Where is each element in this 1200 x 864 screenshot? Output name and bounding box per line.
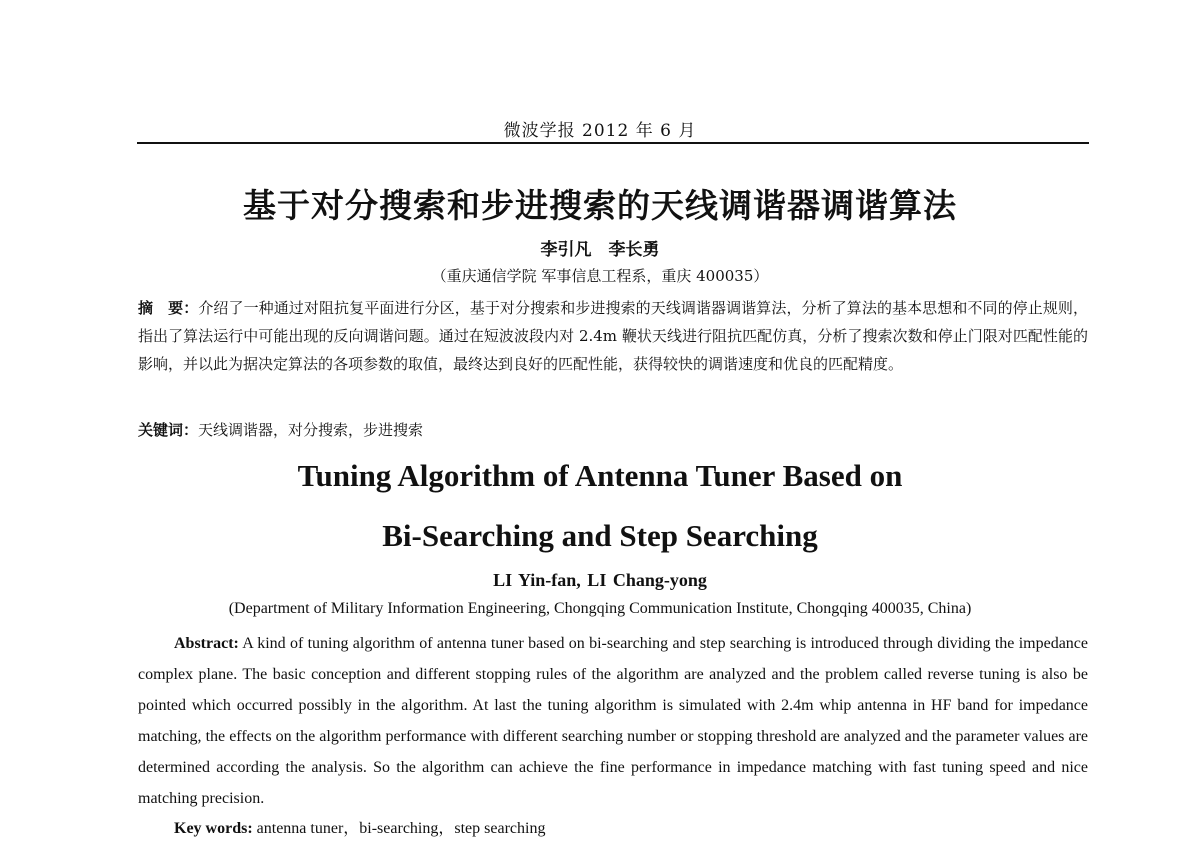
english-keywords	[174, 815, 1088, 838]
journal-header: 微波学报 2012 年 6 月	[503, 121, 697, 141]
chinese-abstract-text: 介绍了一种通过对阻抗复平面进行分区，基于对分搜索和步进搜索的天线调谐器调谐算法，分析了算法的基本思想和不同的停止规则，指出了算法运行中可能出现的反向调谐问题。通过在短波波段内对 2.4m 鞭状天线进行阻抗匹配仿真，分析了搜索次数和停止门限对匹配性能的影响，并以此为据决定算法的各项参数的取值，最终达到良好的匹配性能，获得较快的调谐速度和优良的匹配精度。	[138, 299, 1088, 373]
chinese-keywords	[138, 418, 1088, 442]
english-keywords-label: Key words:	[174, 820, 253, 837]
english-abstract	[138, 628, 1088, 814]
chinese-affiliation: （重庆通信学院 军事信息工程系，重庆 400035）	[431, 267, 769, 285]
english-abstract-text: A kind of tuning algorithm of antenna tuner based on bi-searching and step searching is introduced through dividing the impedance complex plane. The basic conception and different stopping rules of the algorithm are analyzed and the problem called reverse tuning is also be pointed which occurred possibly in the algorithm. At last the tuning algorithm is simulated with 2.4m whip antenna in HF band for impedance matching, the effects on the algorithm performance with different searching number or stopping threshold are analyzed and the parameter values are determined according the analysis. So the algorithm can achieve the fine performance in impedance matching with fast tuning speed and nice matching precision.	[138, 635, 1088, 807]
english-keywords-text: antenna tuner，bi-searching，step searching	[256, 820, 546, 837]
english-abstract-label: Abstract:	[174, 635, 239, 652]
chinese-abstract-label: 摘 要：	[138, 299, 199, 317]
chinese-abstract	[138, 294, 1088, 378]
chinese-keywords-label: 关键词：	[138, 421, 199, 439]
english-authors: LI Yin-fan, LI Chang-yong	[493, 570, 707, 590]
english-title-line1: Tuning Algorithm of Antenna Tuner Based on	[297, 458, 903, 493]
chinese-keywords-text: 天线调谐器，对分搜索，步进搜索	[198, 421, 424, 439]
chinese-authors: 李引凡 李长勇	[540, 240, 660, 260]
header-rule	[137, 142, 1089, 144]
english-affiliation: (Department of Military Information Engineering, Chongqing Communication Institute, Chongqing 400035, China)	[228, 600, 972, 617]
chinese-title: 基于对分搜索和步进搜索的天线调谐器调谐算法	[243, 186, 957, 225]
english-title-line2: Bi-Searching and Step Searching	[382, 518, 818, 553]
